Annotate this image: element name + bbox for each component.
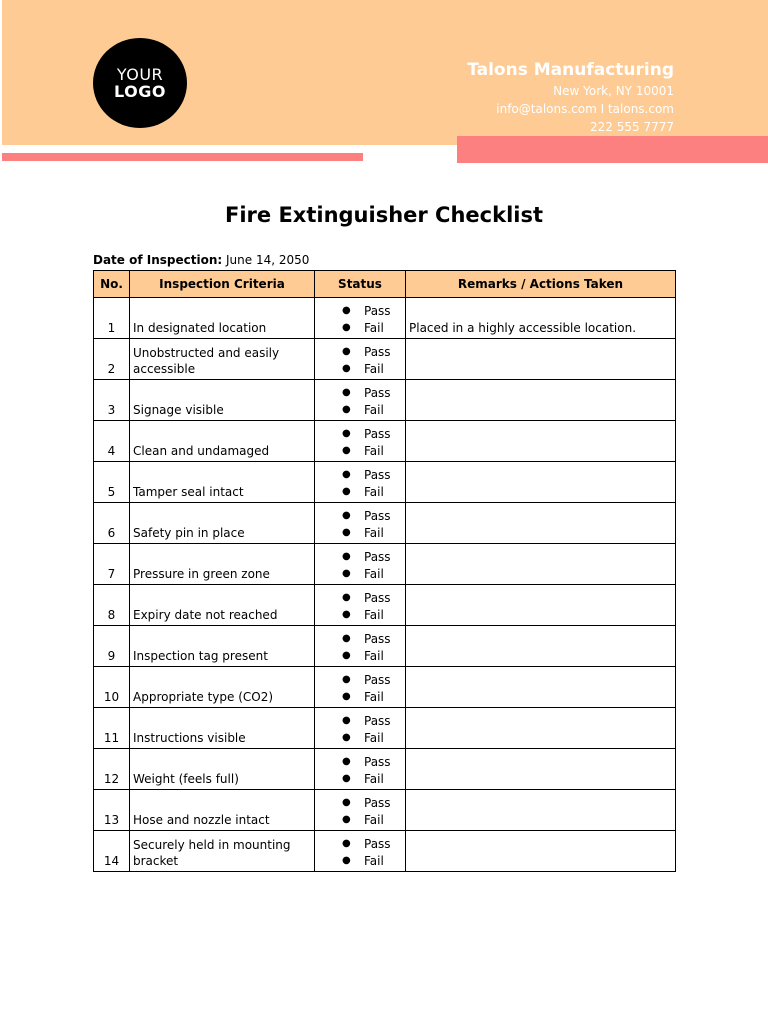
bullet-icon: ●: [342, 592, 351, 603]
status-option-label: Pass: [364, 632, 391, 646]
status-option-label: Pass: [364, 550, 391, 564]
checklist-body: [94, 298, 676, 872]
status-option-fail[interactable]: [342, 812, 402, 829]
status-option-fail[interactable]: [342, 320, 402, 337]
status-option-pass[interactable]: [342, 303, 402, 320]
row-number: 11: [94, 708, 130, 749]
bullet-icon: ●: [342, 485, 351, 497]
status-option-pass[interactable]: [342, 754, 402, 771]
inspection-date: [93, 252, 309, 268]
row-criteria: Tamper seal intact: [130, 462, 315, 503]
row-status: [315, 462, 406, 503]
row-remarks[interactable]: [406, 503, 676, 544]
bullet-icon: ●: [342, 362, 351, 374]
status-option-fail[interactable]: [342, 648, 402, 665]
row-status: [315, 749, 406, 790]
logo-line-2: LOGO: [114, 82, 166, 101]
status-option-fail[interactable]: [342, 361, 402, 378]
row-criteria: Appropriate type (CO2): [130, 667, 315, 708]
status-option-pass[interactable]: [342, 426, 402, 443]
status-option-pass[interactable]: [342, 385, 402, 402]
status-options: [318, 836, 402, 869]
status-option-label: Pass: [364, 345, 391, 359]
bullet-icon: ●: [342, 321, 351, 333]
status-options: [318, 385, 402, 418]
status-options: [318, 426, 402, 459]
accent-bar-left: [2, 153, 363, 161]
table-row: [94, 503, 676, 544]
row-status: [315, 380, 406, 421]
header-status: Status: [315, 271, 406, 298]
status-option-label: Pass: [364, 386, 391, 400]
status-option-pass[interactable]: [342, 344, 402, 361]
row-remarks[interactable]: Placed in a highly accessible location.: [406, 298, 676, 339]
status-option-label: Pass: [364, 755, 391, 769]
status-option-label: Fail: [364, 525, 384, 540]
status-option-pass[interactable]: [342, 467, 402, 484]
logo-line-1: YOUR: [116, 65, 164, 84]
status-options: [318, 549, 402, 582]
status-options: [318, 795, 402, 828]
row-number: 10: [94, 667, 130, 708]
bullet-icon: ●: [342, 305, 351, 316]
bullet-icon: ●: [342, 715, 351, 726]
status-option-label: Pass: [364, 796, 391, 810]
bullet-icon: ●: [342, 854, 351, 866]
inspection-date-label: Date of Inspection:: [93, 253, 223, 267]
status-option-label: Pass: [364, 509, 391, 523]
row-number: 9: [94, 626, 130, 667]
status-options: [318, 754, 402, 787]
status-option-fail[interactable]: [342, 525, 402, 542]
row-remarks[interactable]: [406, 749, 676, 790]
bullet-icon: ●: [342, 633, 351, 644]
bullet-icon: ●: [342, 756, 351, 767]
status-option-label: Fail: [364, 320, 384, 335]
company-phone: 222 555 7777: [590, 120, 674, 134]
table-row: [94, 708, 676, 749]
company-info: [467, 58, 674, 136]
status-option-label: Pass: [364, 591, 391, 605]
company-address: New York, NY 10001: [553, 84, 674, 98]
row-number: 4: [94, 421, 130, 462]
status-option-label: Fail: [364, 771, 384, 786]
status-option-label: Fail: [364, 607, 384, 622]
bullet-icon: ●: [342, 674, 351, 685]
bullet-icon: ●: [342, 403, 351, 415]
status-option-fail[interactable]: [342, 771, 402, 788]
status-options: [318, 672, 402, 705]
status-option-pass[interactable]: [342, 590, 402, 607]
checklist-table: [93, 270, 676, 872]
row-number: 14: [94, 831, 130, 872]
bullet-icon: ●: [342, 813, 351, 825]
status-options: [318, 631, 402, 664]
bullet-icon: ●: [342, 608, 351, 620]
status-options: [318, 467, 402, 500]
header-remarks: Remarks / Actions Taken: [406, 271, 676, 298]
status-option-pass[interactable]: [342, 549, 402, 566]
row-status: [315, 503, 406, 544]
accent-bar-right: [457, 136, 768, 163]
status-option-label: Fail: [364, 402, 384, 417]
table-row: [94, 626, 676, 667]
inspection-date-value: June 14, 2050: [226, 253, 310, 267]
row-status: [315, 667, 406, 708]
row-remarks[interactable]: [406, 421, 676, 462]
row-criteria: Instructions visible: [130, 708, 315, 749]
status-option-fail[interactable]: [342, 443, 402, 460]
row-number: 12: [94, 749, 130, 790]
row-number: 1: [94, 298, 130, 339]
status-option-fail[interactable]: [342, 730, 402, 747]
status-option-label: Fail: [364, 443, 384, 458]
table-row: [94, 380, 676, 421]
bullet-icon: ●: [342, 428, 351, 439]
row-remarks[interactable]: [406, 339, 676, 380]
table-row: [94, 544, 676, 585]
row-number: 3: [94, 380, 130, 421]
row-criteria: Safety pin in place: [130, 503, 315, 544]
table-row: [94, 298, 676, 339]
table-row: [94, 421, 676, 462]
bullet-icon: ●: [342, 649, 351, 661]
row-criteria: Securely held in mounting bracket: [130, 831, 315, 872]
bullet-icon: ●: [342, 797, 351, 808]
status-option-fail[interactable]: [342, 607, 402, 624]
status-option-label: Pass: [364, 468, 391, 482]
status-option-label: Fail: [364, 484, 384, 499]
row-criteria: Signage visible: [130, 380, 315, 421]
bullet-icon: ●: [342, 387, 351, 398]
bullet-icon: ●: [342, 346, 351, 357]
row-status: [315, 708, 406, 749]
row-status: [315, 790, 406, 831]
company-logo: [93, 38, 187, 128]
row-remarks[interactable]: [406, 831, 676, 872]
row-remarks[interactable]: [406, 667, 676, 708]
row-number: 6: [94, 503, 130, 544]
bullet-icon: ●: [342, 444, 351, 456]
document-title: Fire Extinguisher Checklist: [224, 203, 544, 227]
row-status: [315, 339, 406, 380]
table-row: [94, 749, 676, 790]
row-criteria: Inspection tag present: [130, 626, 315, 667]
row-criteria: Clean and undamaged: [130, 421, 315, 462]
status-options: [318, 344, 402, 377]
row-criteria: In designated location: [130, 298, 315, 339]
status-option-label: Fail: [364, 853, 384, 868]
row-remarks[interactable]: [406, 585, 676, 626]
header-no: No.: [94, 271, 130, 298]
table-row: [94, 585, 676, 626]
row-number: 2: [94, 339, 130, 380]
status-option-fail[interactable]: [342, 402, 402, 419]
row-criteria: Pressure in green zone: [130, 544, 315, 585]
status-option-fail[interactable]: [342, 689, 402, 706]
bullet-icon: ●: [342, 551, 351, 562]
status-option-fail[interactable]: [342, 484, 402, 501]
status-option-fail[interactable]: [342, 566, 402, 583]
bullet-icon: ●: [342, 469, 351, 480]
row-number: 13: [94, 790, 130, 831]
table-row: [94, 339, 676, 380]
bullet-icon: ●: [342, 526, 351, 538]
row-criteria: Hose and nozzle intact: [130, 790, 315, 831]
row-remarks[interactable]: [406, 708, 676, 749]
row-criteria: Expiry date not reached: [130, 585, 315, 626]
bullet-icon: ●: [342, 690, 351, 702]
status-option-label: Pass: [364, 427, 391, 441]
row-number: 7: [94, 544, 130, 585]
status-option-fail[interactable]: [342, 853, 402, 870]
table-row: [94, 462, 676, 503]
status-options: [318, 508, 402, 541]
company-name: Talons Manufacturing: [467, 60, 674, 80]
status-option-label: Fail: [364, 566, 384, 581]
status-option-label: Pass: [364, 673, 391, 687]
status-options: [318, 713, 402, 746]
table-header-row: [94, 271, 676, 298]
row-number: 5: [94, 462, 130, 503]
status-option-label: Fail: [364, 648, 384, 663]
row-status: [315, 831, 406, 872]
status-option-pass[interactable]: [342, 795, 402, 812]
row-status: [315, 626, 406, 667]
status-option-pass[interactable]: [342, 713, 402, 730]
status-option-label: Pass: [364, 714, 391, 728]
row-status: [315, 585, 406, 626]
status-option-pass[interactable]: [342, 508, 402, 525]
bullet-icon: ●: [342, 567, 351, 579]
bullet-icon: ●: [342, 731, 351, 743]
row-status: [315, 298, 406, 339]
row-criteria: Weight (feels full): [130, 749, 315, 790]
row-remarks[interactable]: [406, 380, 676, 421]
header-criteria: Inspection Criteria: [130, 271, 315, 298]
status-option-label: Fail: [364, 730, 384, 745]
status-options: [318, 303, 402, 336]
status-options: [318, 590, 402, 623]
status-option-pass[interactable]: [342, 672, 402, 689]
status-option-label: Fail: [364, 689, 384, 704]
status-option-pass[interactable]: [342, 631, 402, 648]
bullet-icon: ●: [342, 772, 351, 784]
row-number: 8: [94, 585, 130, 626]
row-remarks[interactable]: [406, 626, 676, 667]
status-option-pass[interactable]: [342, 836, 402, 853]
bullet-icon: ●: [342, 838, 351, 849]
row-status: [315, 421, 406, 462]
status-option-label: Fail: [364, 812, 384, 827]
row-remarks[interactable]: [406, 462, 676, 503]
status-option-label: Fail: [364, 361, 384, 376]
bullet-icon: ●: [342, 510, 351, 521]
table-row: [94, 831, 676, 872]
status-option-label: Pass: [364, 837, 391, 851]
row-remarks[interactable]: [406, 544, 676, 585]
row-status: [315, 544, 406, 585]
status-option-label: Pass: [364, 304, 391, 318]
table-row: [94, 790, 676, 831]
company-contact: info@talons.com I talons.com: [496, 102, 674, 116]
table-row: [94, 667, 676, 708]
row-criteria: Unobstructed and easily accessible: [130, 339, 315, 380]
row-remarks[interactable]: [406, 790, 676, 831]
